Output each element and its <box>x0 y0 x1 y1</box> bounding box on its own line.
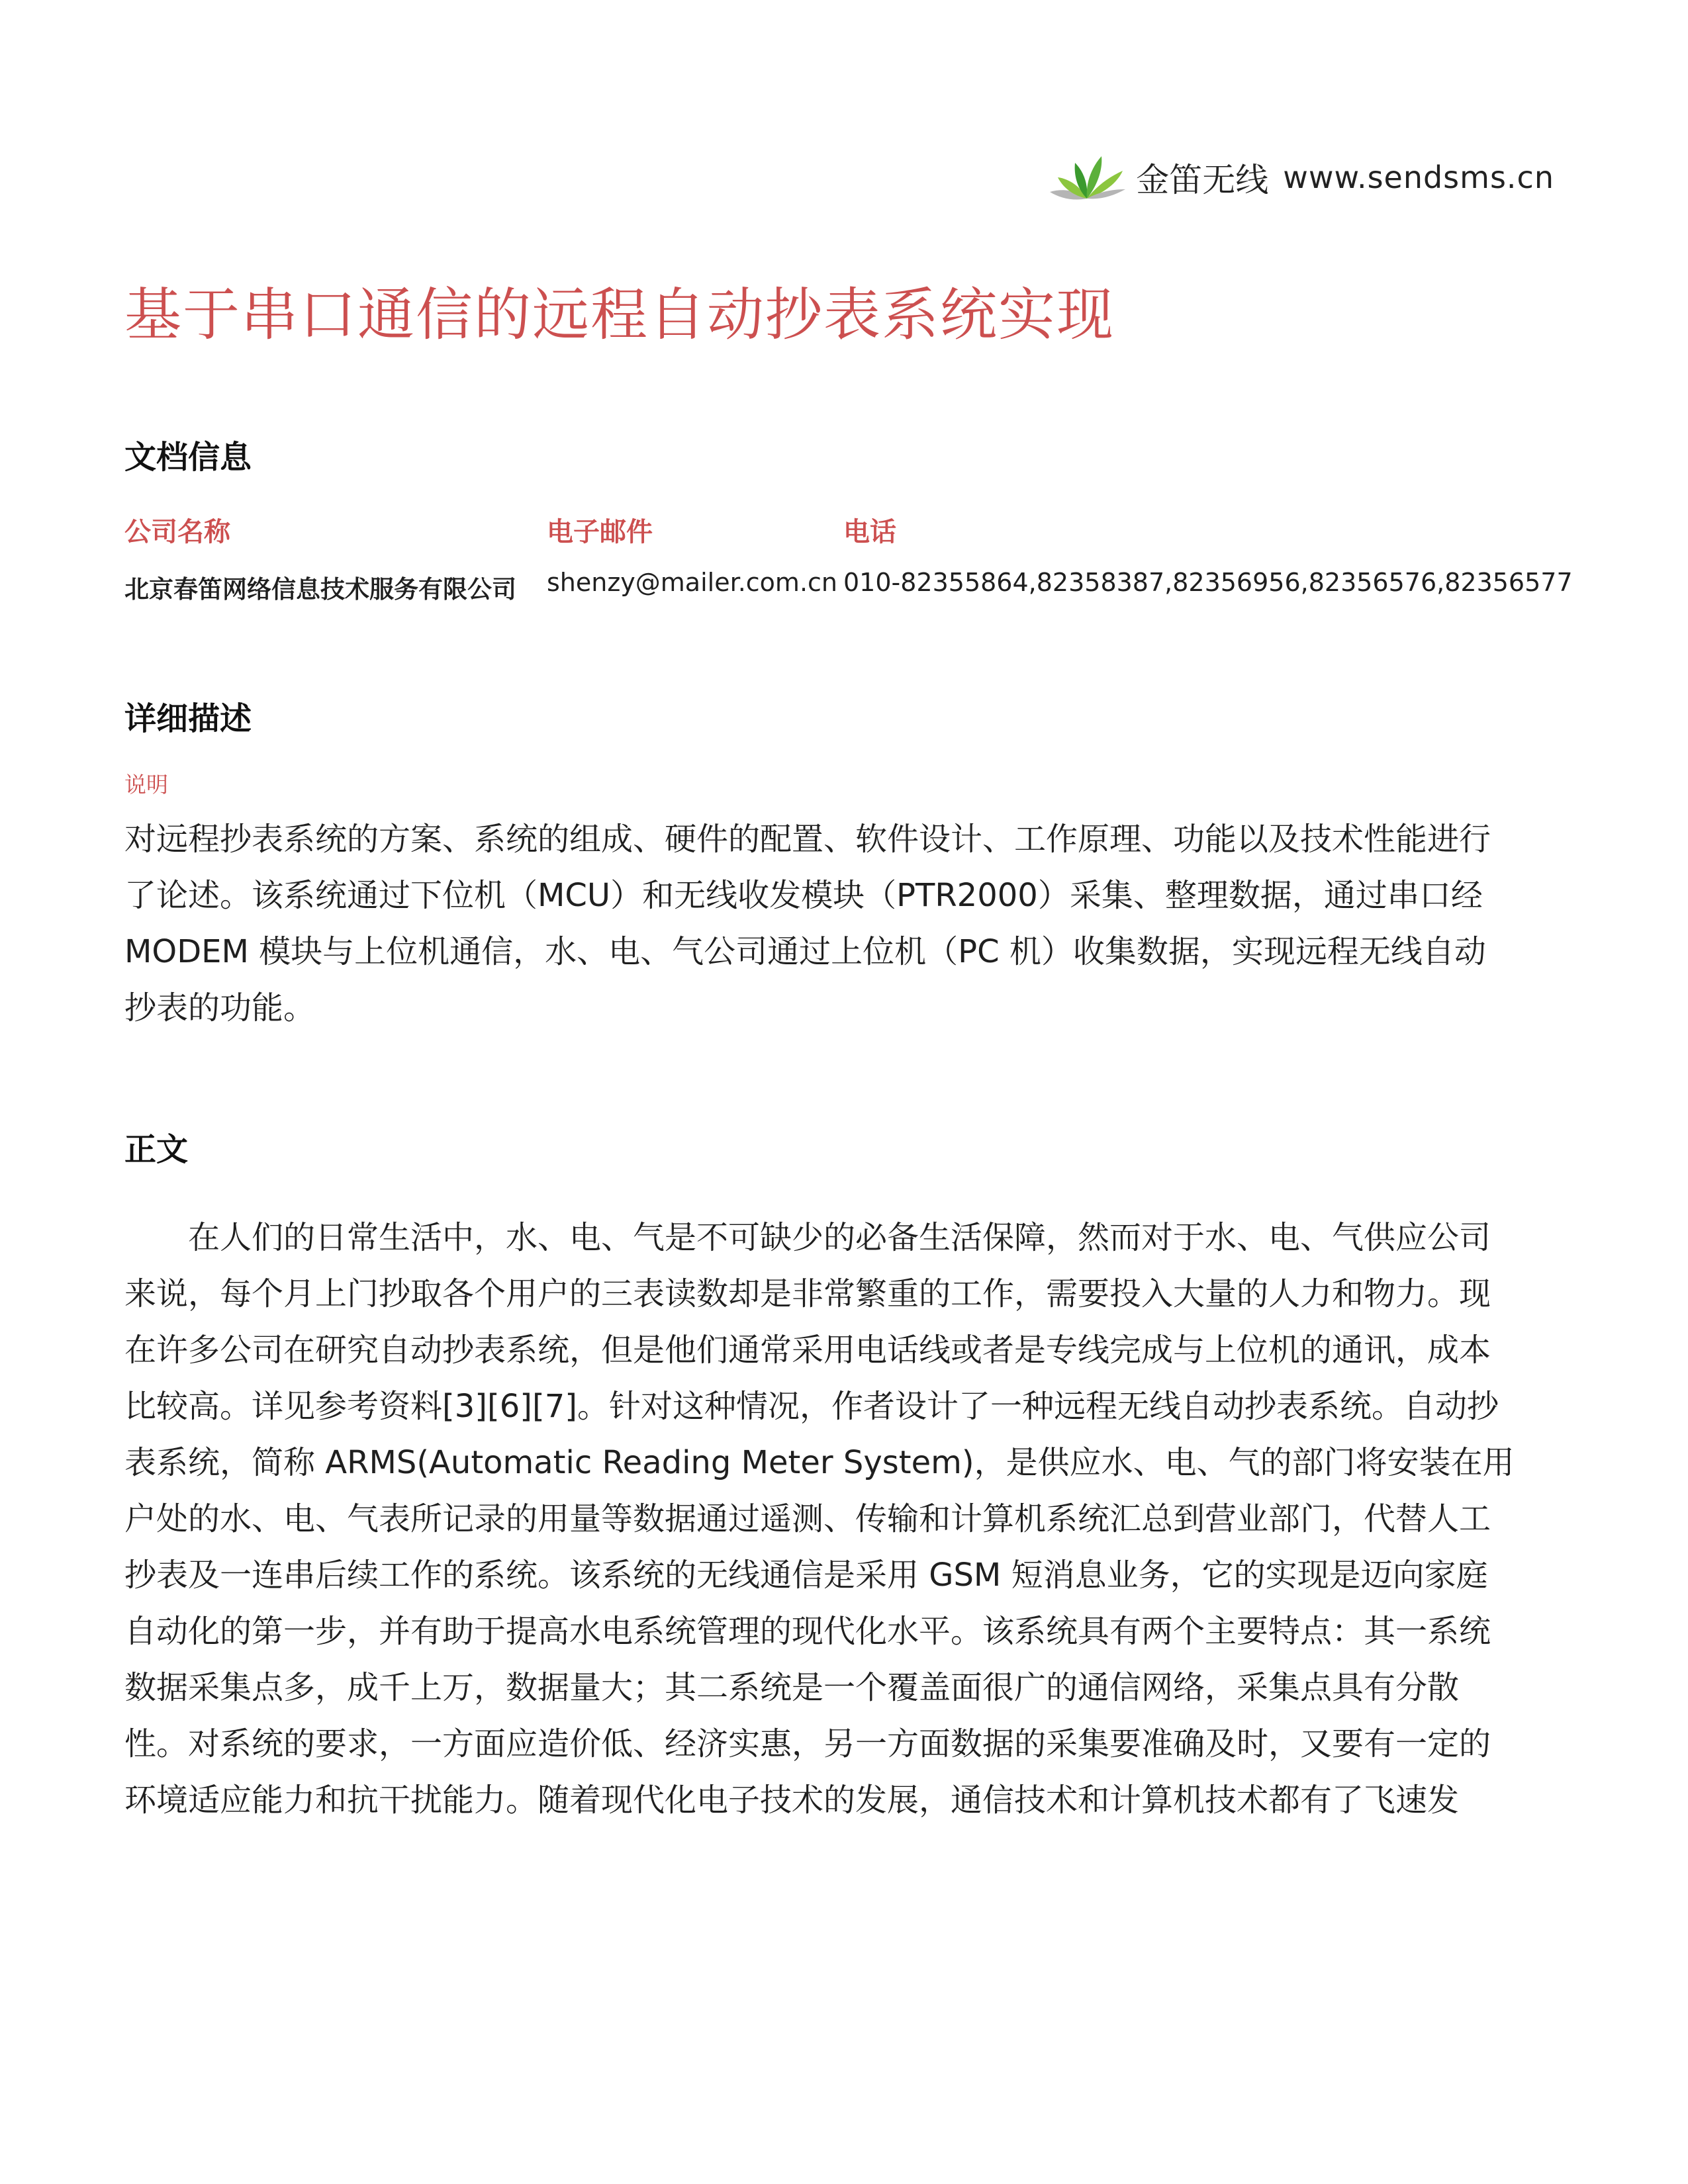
brand-name: 金笛无线 <box>1136 161 1269 199</box>
detail-line: 对远程抄表系统的方案、系统的组成、硬件的配置、软件设计、工作原理、功能以及技术性能进行 <box>124 821 1491 858</box>
phone-value: 010-82355864,82358387,82356956,82356576,82356577 <box>843 568 1573 597</box>
body-line: 表系统，简称 ARMS(Automatic Reading Meter System)，是供应水、电、气的部门将安装在用 <box>124 1444 1515 1481</box>
detail-paragraph <box>124 811 1548 1036</box>
body-line: 比较高。详见参考资料[3][6][7]。针对这种情况，作者设计了一种远程无线自动抄表系统。自动抄 <box>124 1388 1499 1425</box>
detail-line: 抄表的功能。 <box>124 989 316 1026</box>
detail-heading: 详细描述 <box>124 700 252 737</box>
company-label: 公司名称 <box>124 517 230 547</box>
company-value: 北京春笛网络信息技术服务有限公司 <box>124 575 516 604</box>
body-line: 来说，每个月上门抄取各个用户的三表读数却是非常繁重的工作，需要投入大量的人力和物力。现 <box>124 1275 1491 1312</box>
body-line: 环境适应能力和抗干扰能力。随着现代化电子技术的发展，通信技术和计算机技术都有了飞速发 <box>124 1782 1460 1819</box>
email-label: 电子邮件 <box>547 517 653 547</box>
detail-line: 了论述。该系统通过下位机（MCU）和无线收发模块（PTR2000）采集、整理数据，通过串口经 <box>124 877 1483 914</box>
detail-line: MODEM 模块与上位机通信，水、电、气公司通过上位机（PC 机）收集数据，实现远程无线自动 <box>124 933 1486 970</box>
body-line: 在人们的日常生活中，水、电、气是不可缺少的必备生活保障，然而对于水、电、气供应公司 <box>188 1219 1491 1256</box>
body-line: 性。对系统的要求，一方面应造价低、经济实惠，另一方面数据的采集要准确及时，又要有一定的 <box>124 1725 1491 1762</box>
doc-info-heading: 文档信息 <box>124 439 252 476</box>
body-line: 自动化的第一步，并有助于提高水电系统管理的现代化水平。该系统具有两个主要特点：其一系统 <box>124 1613 1491 1650</box>
leaf-logo-icon <box>1043 151 1129 204</box>
page-title: 基于串口通信的远程自动抄表系统实现 <box>124 282 1115 348</box>
body-line: 在许多公司在研究自动抄表系统，但是他们通常采用电话线或者是专线完成与上位机的通讯，成本 <box>124 1332 1491 1369</box>
body-paragraph <box>124 1210 1548 1829</box>
phone-label: 电话 <box>843 517 896 547</box>
brand-header <box>1043 151 1554 204</box>
brand-url: www.sendsms.cn <box>1283 159 1554 195</box>
email-value: shenzy@mailer.com.cn <box>547 568 838 597</box>
body-line: 数据采集点多，成千上万，数据量大；其二系统是一个覆盖面很广的通信网络，采集点具有分散 <box>124 1669 1460 1706</box>
detail-label: 说明 <box>124 772 168 797</box>
body-line: 户处的水、电、气表所记录的用量等数据通过遥测、传输和计算机系统汇总到营业部门，代替人工 <box>124 1500 1491 1537</box>
body-line: 抄表及一连串后续工作的系统。该系统的无线通信是采用 GSM 短消息业务，它的实现是迈向家庭 <box>124 1557 1488 1594</box>
body-heading: 正文 <box>124 1131 189 1168</box>
